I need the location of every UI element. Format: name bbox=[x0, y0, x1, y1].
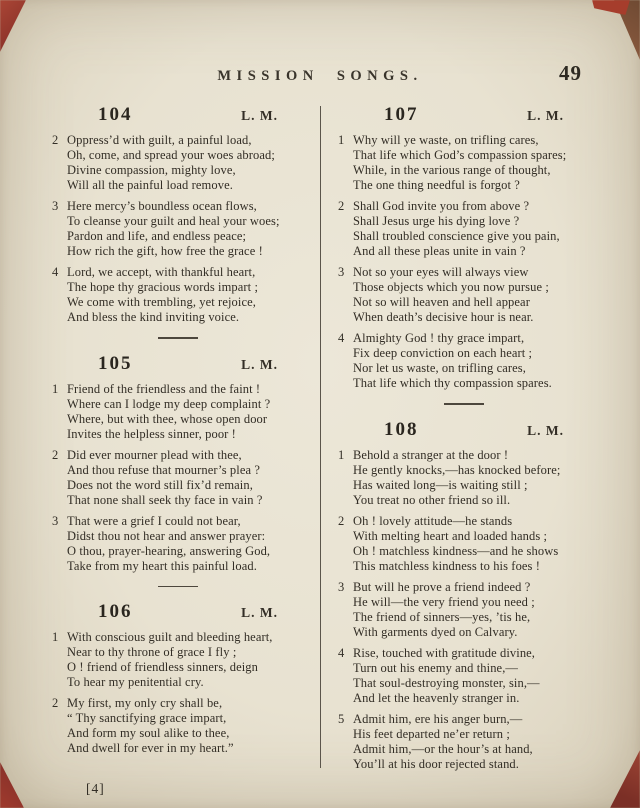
verse-line: And let the heavenly stranger in. bbox=[353, 690, 520, 705]
verse-line: O ! friend of friendless sinners, deign bbox=[67, 660, 259, 674]
hymn-heading bbox=[52, 353, 304, 375]
verse-number: 1 bbox=[338, 447, 345, 462]
verse-line: And all these pleas unite in vain ? bbox=[353, 244, 526, 258]
verse bbox=[52, 382, 304, 442]
corner-mark-top-right-red bbox=[592, 0, 630, 15]
verse-line: Oppress’d with guilt, a painful load, bbox=[67, 133, 252, 147]
signature-mark: [4] bbox=[86, 781, 105, 796]
verse bbox=[338, 199, 590, 259]
verse-lines bbox=[353, 646, 590, 706]
verse-line: You’ll at his door rejected stand. bbox=[353, 756, 519, 771]
verse-line: That none shall seek thy face in vain ? bbox=[67, 492, 263, 507]
column-divider-rule bbox=[320, 106, 321, 768]
verse-line: Take from my heart this painful load. bbox=[67, 558, 257, 573]
verse-line: Not so will heaven and hell appear bbox=[353, 295, 530, 309]
verse-lines bbox=[353, 199, 590, 259]
verse bbox=[52, 514, 304, 574]
verse bbox=[52, 199, 304, 259]
column-left bbox=[50, 103, 320, 770]
verse-line: The friend of sinners—yes, ’tis he, bbox=[353, 609, 531, 624]
verse bbox=[338, 265, 590, 325]
hymn-108 bbox=[338, 419, 590, 772]
verse-lines bbox=[353, 580, 590, 640]
verse-number: 4 bbox=[338, 645, 345, 660]
verse-line: That life which thy compassion spares. bbox=[353, 376, 552, 390]
verse-line: When death’s decisive hour is near. bbox=[353, 310, 534, 324]
verse-line: While, in the various range of thought, bbox=[353, 163, 551, 177]
verse-line: That soul-destroying monster, sin,— bbox=[353, 675, 540, 690]
text-columns bbox=[50, 103, 590, 770]
corner-mark-bottom-right bbox=[610, 750, 640, 808]
verse-line: Shall God invite you from above ? bbox=[353, 199, 530, 213]
verse-line: With garments dyed on Calvary. bbox=[353, 624, 518, 639]
verse-line: To cleanse your guilt and heal your woes; bbox=[67, 214, 280, 228]
verse-number: 2 bbox=[338, 199, 345, 213]
hymn-divider-rule bbox=[158, 586, 198, 588]
verse-number: 1 bbox=[52, 630, 59, 644]
verse-line: Why will ye waste, on trifling cares, bbox=[353, 133, 539, 147]
verse-line: Oh ! matchless kindness—and he shows bbox=[353, 543, 559, 558]
verse-line: And thou refuse that mourner’s plea ? bbox=[67, 462, 260, 477]
verse-line: The one thing needful is forgot ? bbox=[353, 178, 520, 192]
verse bbox=[52, 630, 304, 690]
running-title: MISSION SONGS. bbox=[217, 68, 423, 84]
verse-line: How rich the gift, how free the grace ! bbox=[67, 244, 263, 258]
verse-line: That life which God’s compassion spares; bbox=[353, 148, 567, 162]
verse-line: With conscious guilt and bleeding heart, bbox=[67, 630, 273, 644]
hymn-number: 108 bbox=[384, 418, 419, 440]
verse-line: The hope thy gracious words impart ; bbox=[67, 280, 259, 294]
verse-line: Friend of the friendless and the faint ! bbox=[67, 381, 261, 396]
verse-line: But will he prove a friend indeed ? bbox=[353, 579, 531, 594]
hymn-meter: L. M. bbox=[241, 605, 278, 620]
verse-line: Those objects which you now pursue ; bbox=[353, 280, 549, 294]
verse-line: Oh, come, and spread your woes abroad; bbox=[67, 148, 275, 162]
verse-line: Invites the helpless sinner, poor ! bbox=[67, 426, 236, 441]
verse-line: Rise, touched with gratitude divine, bbox=[353, 645, 536, 660]
verse-line: Didst thou not hear and answer prayer: bbox=[67, 528, 266, 543]
verse-line: Where can I lodge my deep complaint ? bbox=[67, 396, 271, 411]
hymn-heading bbox=[52, 601, 304, 623]
hymn-number: 106 bbox=[98, 601, 133, 622]
hymn-meter: L. M. bbox=[241, 356, 278, 372]
verse bbox=[338, 646, 590, 706]
hymn-meter: L. M. bbox=[527, 108, 564, 123]
verse bbox=[52, 265, 304, 325]
hymn-106 bbox=[52, 601, 304, 756]
corner-mark-top-left bbox=[0, 0, 26, 52]
corner-mark-top-right bbox=[604, 0, 640, 60]
verse-line: Shall troubled conscience give you pain, bbox=[353, 229, 560, 243]
verse-lines bbox=[67, 199, 304, 259]
verse-line: O thou, prayer-hearing, answering God, bbox=[67, 543, 271, 558]
verse-line: With melting heart and loaded hands ; bbox=[353, 528, 548, 543]
verse-line: Turn out his enemy and thine,— bbox=[353, 660, 519, 675]
verse-line: Oh ! lovely attitude—he stands bbox=[353, 513, 513, 528]
verse-number: 5 bbox=[338, 711, 345, 726]
verse-number: 3 bbox=[52, 513, 59, 528]
verse-line: Has waited long—is waiting still ; bbox=[353, 477, 528, 492]
verse bbox=[52, 448, 304, 508]
verse-line: We come with trembling, yet rejoice, bbox=[67, 295, 256, 309]
verse-lines bbox=[353, 331, 590, 391]
verse-lines bbox=[67, 265, 304, 325]
hymn-divider-rule bbox=[158, 337, 198, 339]
verse-line: Fix deep conviction on each heart ; bbox=[353, 346, 533, 360]
verse-line: His feet departed ne’er return ; bbox=[353, 726, 510, 741]
column-right bbox=[320, 103, 590, 770]
verse-line: “ Thy sanctifying grace impart, bbox=[67, 711, 227, 725]
verse-lines bbox=[67, 696, 304, 756]
verse-line: Did ever mourner plead with thee, bbox=[67, 447, 242, 462]
verse-line: Near to thy throne of grace I fly ; bbox=[67, 645, 237, 659]
verse-lines bbox=[67, 382, 304, 442]
verse-number: 1 bbox=[338, 133, 345, 147]
verse bbox=[338, 514, 590, 574]
verse-number: 2 bbox=[52, 133, 59, 147]
verse bbox=[338, 448, 590, 508]
verse bbox=[52, 696, 304, 756]
hymn-104 bbox=[52, 104, 304, 325]
verse-lines bbox=[353, 448, 590, 508]
verse-lines bbox=[67, 448, 304, 508]
verse-lines bbox=[353, 133, 590, 193]
verse-number: 3 bbox=[52, 199, 59, 213]
verse-line: Not so your eyes will always view bbox=[353, 265, 529, 279]
verse-number: 3 bbox=[338, 579, 345, 594]
verse-line: Shall Jesus urge his dying love ? bbox=[353, 214, 520, 228]
verse-line: Does not the word still fix’d remain, bbox=[67, 477, 253, 492]
verse-line: That were a grief I could not bear, bbox=[67, 513, 241, 528]
hymn-number: 105 bbox=[98, 352, 133, 374]
verse-line: Almighty God ! thy grace impart, bbox=[353, 331, 525, 345]
hymn-heading bbox=[338, 419, 590, 441]
verse-lines bbox=[353, 712, 590, 772]
verse-line: Here mercy’s boundless ocean flows, bbox=[67, 199, 257, 213]
verse-line: You treat no other friend so ill. bbox=[353, 492, 511, 507]
verse bbox=[338, 331, 590, 391]
verse-lines bbox=[67, 133, 304, 193]
verse bbox=[338, 580, 590, 640]
verse-line: Admit him,—or the hour’s at hand, bbox=[353, 741, 533, 756]
corner-mark-bottom-left bbox=[0, 762, 24, 808]
verse-line: This matchless kindness to his foes ! bbox=[353, 558, 541, 573]
verse bbox=[338, 712, 590, 772]
verse-line: And form my soul alike to thee, bbox=[67, 726, 230, 740]
hymn-107 bbox=[338, 104, 590, 391]
verse-line: Behold a stranger at the door ! bbox=[353, 447, 509, 462]
verse-line: Divine compassion, mighty love, bbox=[67, 163, 236, 177]
verse-lines bbox=[67, 630, 304, 690]
verse-number: 2 bbox=[52, 696, 59, 710]
verse bbox=[338, 133, 590, 193]
verse-line: And dwell for ever in my heart.” bbox=[67, 741, 234, 755]
hymn-105 bbox=[52, 353, 304, 574]
hymn-number: 104 bbox=[98, 104, 133, 125]
verse-line: Where, but with thee, whose open door bbox=[67, 411, 268, 426]
verse-number: 3 bbox=[338, 265, 345, 279]
hymn-divider-rule bbox=[444, 403, 484, 405]
verse-lines bbox=[353, 265, 590, 325]
verse-number: 4 bbox=[338, 331, 345, 345]
verse-line: He will—the very friend you need ; bbox=[353, 594, 535, 609]
verse-line: To hear my penitential cry. bbox=[67, 675, 204, 689]
verse-line: Will all the painful load remove. bbox=[67, 178, 233, 192]
verse-line: My first, my only cry shall be, bbox=[67, 696, 223, 710]
hymn-heading bbox=[338, 104, 590, 126]
verse-lines bbox=[67, 514, 304, 574]
verse-number: 1 bbox=[52, 381, 59, 396]
verse-line: Pardon and life, and endless peace; bbox=[67, 229, 247, 243]
page-number: 49 bbox=[559, 61, 582, 85]
hymn-number: 107 bbox=[384, 104, 419, 125]
verse-line: Nor let us waste, on trifling cares, bbox=[353, 361, 526, 375]
verse-number: 2 bbox=[52, 447, 59, 462]
verse-number: 4 bbox=[52, 265, 59, 279]
verse-line: And bless the kind inviting voice. bbox=[67, 310, 240, 324]
verse-number: 2 bbox=[338, 513, 345, 528]
hymn-meter: L. M. bbox=[527, 422, 564, 438]
verse-line: He gently knocks,—has knocked before; bbox=[353, 462, 561, 477]
verse-line: Lord, we accept, with thankful heart, bbox=[67, 265, 256, 279]
verse-lines bbox=[353, 514, 590, 574]
hymn-meter: L. M. bbox=[241, 108, 278, 123]
verse-line: Admit him, ere his anger burn,— bbox=[353, 711, 523, 726]
verse bbox=[52, 133, 304, 193]
hymn-heading bbox=[52, 104, 304, 126]
